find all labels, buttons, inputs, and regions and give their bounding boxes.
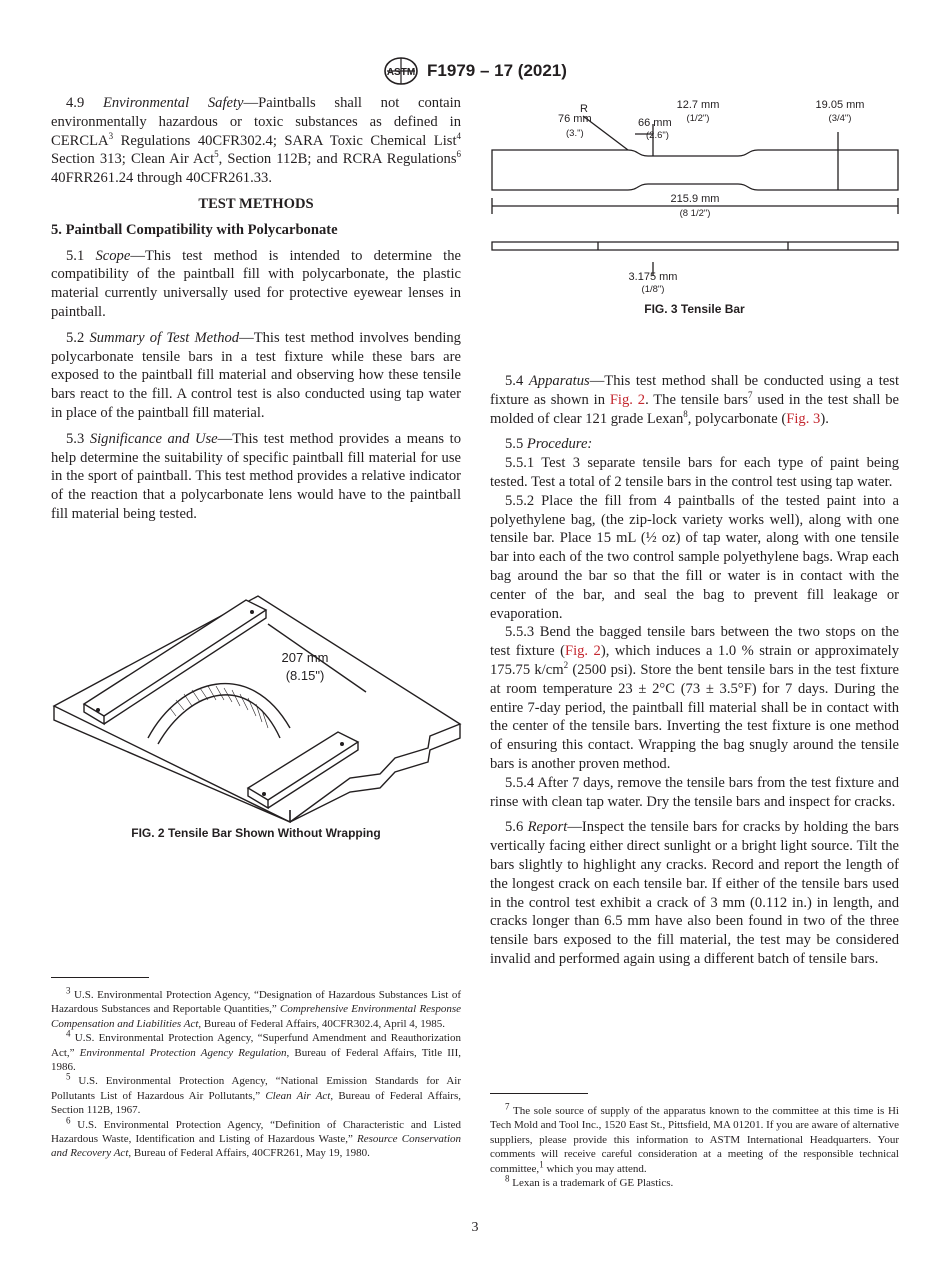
paragraph-5-5-3: 5.5.3 Bend the bagged tensile bars between the two stops on the test fixture (Fig. 2), which induces a 1.0 % strain or approximately 175.75 $k/cm^2$ (2500 psi). Store the bent tensile bars in the test fixture at room temperature 23 ± 2°C (73 ± 3.5°F) for 7 days. During the entire 7-day period, the paintball fill material shall be in contact with the center of the tensile bars. Inverting the test fixture is one method of ensuring this contact. Wrapping the bag snugly around the tensile bars is another proven method. (490, 624, 900, 772)
fig2-link-2[interactable]: Fig. 2 (564, 643, 601, 660)
svg-text:(1/8"): (1/8") (641, 284, 665, 295)
paragraph-5-5-2: 5.5.2 Place the fill from 4 paintballs of the tested paint into a polyethylene bag, (the zip-lock variety works well), along with one tensile bar. Place 15 mL (½ oz) of tap water, along with one tensile bar into each of the two control sample polyethylene bags. Wrap each bag around the bar so that the fill or water is in contact with the center of the bar, and seal the bag to prevent fill leakage or evaporation. (490, 492, 899, 622)
section-5-heading: 5. Paintball Compatibility with Polycarbonate (51, 221, 338, 238)
fig2-dim-in: (8.15") (285, 668, 325, 683)
astm-logo-icon (383, 56, 419, 86)
paragraph-5-5: 5.5 Procedure: (505, 436, 593, 453)
footnote-7: $^7$ The sole source of supply of the apparatus known to the committee at this time is Hi Tech Mold and Tool Inc., 1520 East St., Pittsfield, MA 01201. If you are aware of alternative suppliers, please provide this information to ASTM International Headquarters. Your comments will receive careful consideration at a meeting of the responsible technical committee,$^1$ which you may attend. (490, 1101, 899, 1175)
svg-text:19.05 mm: 19.05 mm (815, 99, 865, 111)
footnote-8: $^8$ Lexan is a trademark of GE Plastics. (505, 1173, 674, 1190)
svg-text:(3."): (3.") (566, 128, 584, 139)
fig3-drawing (488, 94, 903, 299)
fig2-caption: FIG. 2 Tensile Bar Shown Without Wrapping (131, 826, 381, 840)
paragraph-4-9: 4.9 Environmental Safety—Paintballs shall not contain environmentally hazardous or toxic substances as defined in CERCLA$^3$ Regulations 40CFR302.4; SARA Toxic Chemical List$^4$ Section 313; Clean Air Act$^5$, Section 112B; and RCRA Regulations$^6$ 40FRR261.24 through 40CFR261.33. (51, 95, 461, 187)
svg-text:R: R (580, 103, 588, 115)
footnote-rule-right (490, 1093, 588, 1094)
paragraph-5-4: 5.4 Apparatus—This test method shall be conducted using a test fixture as shown in Fig. 2. The tensile bars$^7$ used in the test shall be molded of clear 121 grade Lexan$^8$, polycarbonate (Fig. 3). (490, 373, 899, 427)
tensile-bar-side-view (492, 242, 898, 250)
svg-text:(1/2"): (1/2") (686, 113, 710, 124)
footnotes-left (51, 985, 462, 1161)
footnotes-right (490, 1101, 899, 1190)
fig3-link[interactable]: Fig. 3 (786, 410, 821, 427)
svg-text:ASTM: ASTM (386, 67, 416, 78)
paragraph-5-1: 5.1 Scope—This test method is intended to determine the compatibility of the paintball fill with polycarbonate, the plastic material currently universally used for protective eyewear lenses in paintball. (51, 247, 461, 320)
footnote-rule-left (51, 977, 149, 978)
svg-text:66 mm: 66 mm (638, 117, 672, 129)
fig3-caption: FIG. 3 Tensile Bar (644, 302, 745, 316)
paragraph-5-2: 5.2 Summary of Test Method—This test method involves bending polycarbonate tensile bars in a test fixture while these bars are exposed to the paintball fill material and observing how these tensile bars react to the fill. A control test is also conducted using tap water in place of the paintball fill material. (51, 329, 461, 421)
paragraph-5-6: 5.6 Report—Inspect the tensile bars for cracks by holding the bars vertically facing either direct sunlight or a bright light source. Tilt the bars slightly to highlight any cracks. Record and report the length of the longest crack on each tensile bar. If either of the tensile bars used in the control test exhibit a crack of 3 mm (0.112 in.) in length, and cracks longer than 6.5 mm have also been found in two of the three tensile bars exposed to the fill material, the test may be considered invalid and performed again using a different batch of tensile bars. (490, 819, 899, 967)
left-column (51, 94, 461, 531)
page-header (0, 56, 950, 91)
footnote-5: $^5$ U.S. Environmental Protection Agency, “National Emission Standards for Air Pollutants List of Hazardous Air Pollutants,” Clean Air Act, Bureau of Federal Affairs, Section 112B, 1967. (51, 1071, 461, 1117)
paragraph-5-5-1: 5.5.1 Test 3 separate tensile bars for each type of paint being tested. Test a total of 2 tensile bars in the control test using tap water. (490, 455, 899, 490)
document-id: F1979 – 17 (2021) (427, 61, 567, 80)
fig2-link[interactable]: Fig. 2 (609, 391, 646, 408)
fig2-drawing (50, 588, 465, 823)
footnote-3: $^3$ U.S. Environmental Protection Agency, “Designation of Hazardous Substances List of Hazardous Substances and Reportable Quantities,” Comprehensive Environmental Response Compensation and Liabilities Act, Bureau of Federal Affairs, 40CFR302.4, April 4, 1985. (51, 985, 461, 1030)
paragraph-5-3: 5.3 Significance and Use—This test method provides a means to help determine the suitability of specific paintball fill material for use in the sport of paintball. This test method provides a relative indicator of the reaction that a polycarbonate lens would have to the paintball fill material being tested. (51, 430, 461, 522)
svg-text:76 mm: 76 mm (558, 113, 592, 125)
footnote-4: $^4$ U.S. Environmental Protection Agency, “Superfund Amendment and Reauthorization Act,” Environmental Protection Agency Regulation, Bureau of Federal Affairs, Title III, 1986. (51, 1028, 461, 1074)
svg-text:215.9 mm: 215.9 mm (670, 193, 720, 205)
fig2-dim-mm: 207 mm (281, 650, 329, 665)
svg-text:3.175 mm: 3.175 mm (628, 271, 678, 283)
svg-text:(8 1/2"): (8 1/2") (679, 208, 711, 219)
paragraph-5-5-4: 5.5.4 After 7 days, remove the tensile bars from the test fixture and rinse with clean tap water. Dry the tensile bars and inspect for cracks. (490, 774, 899, 810)
tensile-bar-top-view (492, 150, 898, 190)
svg-text:(2.6"): (2.6") (646, 130, 669, 141)
svg-text:12.7 mm: 12.7 mm (676, 99, 720, 111)
svg-text:(3/4"): (3/4") (828, 113, 852, 124)
page-number: 3 (471, 1220, 479, 1235)
test-methods-heading: TEST METHODS (198, 195, 314, 212)
right-column (490, 372, 899, 976)
footnote-6: $^6$ U.S. Environmental Protection Agency, “Definition of Characteristic and Listed Hazardous Waste, Identification and Listing of Hazardous Waste,” Resource Conservation and Recovery Act, Bureau of Federal Affairs, 40CFR261, May 19, 1980. (51, 1115, 462, 1160)
